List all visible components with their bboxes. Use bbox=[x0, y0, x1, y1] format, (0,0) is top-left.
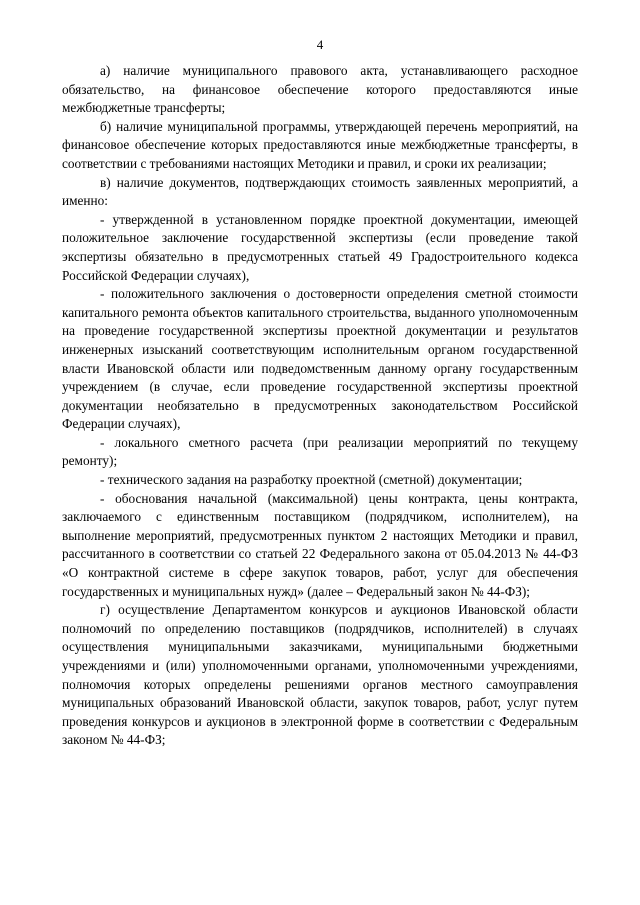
paragraph: - технического задания на разработку проектной (сметной) документации; bbox=[100, 472, 523, 488]
paragraph: а) наличие муниципального правового акта, устанавливающего расходное обязательство, на финансовое обеспечение которого предоставляются иные межбюджетные трансферты; bbox=[62, 63, 578, 116]
paragraph: - утвержденной в установленном порядке проектной документации, имеющей положительное заключение государственной экспертизы (если проведение такой экспертизы обязательно в предусмотренных статьей 49 Градостроительного кодекса Российской Федерации случаях), bbox=[62, 211, 578, 283]
paragraph: в) наличие документов, подтверждающих стоимость заявленных мероприятий, а именно: bbox=[62, 174, 578, 209]
paragraph: б) наличие муниципальной программы, утверждающей перечень мероприятий, на финансовое обеспечение которых предоставляются иные межбюджетные трансферты, в соответствии с требованиями настоящих Методики и правил, и сроки их реализации; bbox=[62, 118, 578, 171]
paragraph: г) осуществление Департаментом конкурсов и аукционов Ивановской области полномочий по определению поставщиков (подрядчиков, исполнителей) в случаях осуществления муниципальными заказчиками, муниципальными бюджетными учреждениями и (или) уполномоченными органами, уполномоченными учреждениями, полномочия которых определены решениями органов местного самоуправления муниципальных образований Ивановской области, закупок товаров, работ, услуг путем проведения конкурсов и аукционов в электронной форме в соответствии с Федеральным законом № 44-ФЗ; bbox=[62, 602, 578, 748]
page-number: 4 bbox=[316, 37, 324, 52]
paragraph: - обоснования начальной (максимальной) цены контракта, цены контракта, заключаемого с единственным поставщиком (подрядчиком, исполнителем), на выполнение мероприятий, предусмотренных пунктом 2 настоящих Методики и правил, рассчитанного в соответствии со статьей 22 Федерального закона от 05.04.2013 № 44-ФЗ «О контрактной системе в сфере закупок товаров, работ, услуг для обеспечения государственных и муниципальных нужд» (далее – Федеральный закон № 44-ФЗ); bbox=[62, 490, 578, 599]
document-body bbox=[62, 62, 578, 750]
paragraph: - положительного заключения о достоверности определения сметной стоимости капитального ремонта объектов капитального строительства, выданного уполномоченным на проведение государственной экспертизы проектной документации и результатов инженерных изысканий соответствующим исполнительным органом государственной власти Ивановской области или подведомственным данному органу государственным учреждением (в случае, если проведение государственной экспертизы проектной документации необязательно в предусмотренных законодательством Российской Федерации случаях), bbox=[62, 286, 578, 432]
paragraph: - локального сметного расчета (при реализации мероприятий по текущему ремонту); bbox=[62, 434, 578, 469]
